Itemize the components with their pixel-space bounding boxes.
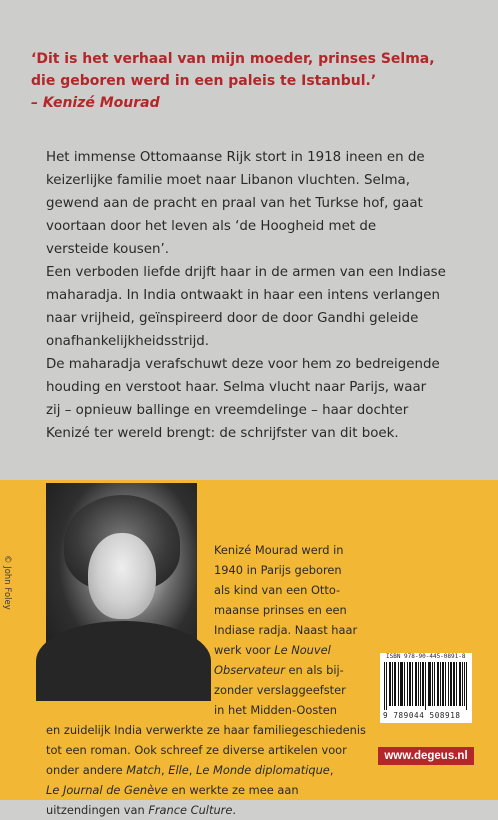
barcode-bar [443, 662, 444, 706]
barcode-bar [445, 662, 446, 706]
bio-line: in het Midden-Oosten [214, 703, 337, 717]
barcode-bar [440, 662, 441, 706]
bio-text: uitzendingen van [46, 803, 149, 817]
barcode-bar [430, 662, 431, 706]
blurb-line: naar vrijheid, geïnspireerd door de door Gandhi geleide [46, 311, 419, 326]
bio-line [46, 640, 396, 660]
barcode-bar [420, 662, 421, 706]
bio-italic: Le Monde diplomatique [196, 763, 330, 777]
barcode-bar [407, 662, 408, 706]
barcode-bar [432, 662, 433, 706]
barcode-bar [428, 662, 429, 706]
barcode-bar [454, 662, 455, 706]
barcode-bar [402, 662, 403, 706]
barcode-bar [462, 662, 463, 706]
blurb-line: houding en verstoot haar. Selma vlucht naar Parijs, waar [46, 380, 427, 395]
bio-text: en als bij- [284, 663, 344, 677]
bio-line [46, 660, 396, 680]
barcode-bar [386, 662, 387, 710]
barcode-bar [453, 662, 454, 706]
bio-line [46, 800, 396, 820]
blurb-line: Kenizé ter wereld brengt: de schrijfster van dit boek. [46, 426, 399, 441]
bio-line: 1940 in Parijs geboren [214, 563, 342, 577]
bio-italic: Observateur [214, 663, 285, 677]
barcode-bar [389, 662, 390, 706]
barcode-bar [410, 662, 411, 706]
barcode-bar [401, 662, 402, 706]
bio-text: , [188, 763, 197, 777]
bio-line: Kenizé Mourad werd in [214, 543, 344, 557]
blurb-line: zij – opnieuw ballinge en vreemdelinge – haar dochter [46, 403, 409, 418]
barcode-bar [429, 662, 430, 706]
bio-italic: Le Nouvel [274, 643, 331, 657]
barcode-bar [442, 662, 443, 706]
barcode-bar [398, 662, 399, 706]
barcode-bar [466, 662, 467, 710]
quote-line-2: die geboren werd in een paleis te Istanbul.’ [31, 73, 377, 89]
bio-line: en zuidelijk India verwerkte ze haar familiegeschiedenis [46, 723, 366, 737]
barcode-bar [460, 662, 461, 706]
barcode-bar [409, 662, 410, 706]
bio-text: . [232, 803, 236, 817]
blurb-line: gewend aan de pracht en praal van het Turkse hof, gaat [46, 196, 423, 211]
barcode-number: 9 789044 508918 [383, 711, 461, 720]
bio-italic: Elle [168, 763, 189, 777]
bio-text: , [161, 763, 169, 777]
bio-text: onder andere [46, 763, 127, 777]
blurb-line: onafhankelijkheidsstrijd. [46, 334, 210, 349]
barcode-bar [384, 662, 385, 710]
bio-line: zonder verslaggeefster [214, 683, 346, 697]
barcode-bar [416, 662, 417, 706]
barcode-bar [404, 662, 405, 706]
barcode-bar [423, 662, 424, 706]
barcode-bar [434, 662, 435, 706]
isbn-label: ISBN 978-90-445-0891-8 [386, 653, 466, 660]
barcode-bar [422, 662, 423, 706]
blurb-line: keizerlijke familie moet naar Libanon vluchten. Selma, [46, 173, 410, 188]
quote-line-1: ‘Dit is het verhaal van mijn moeder, prinses Selma, [31, 51, 435, 67]
barcode-bar [400, 662, 401, 706]
barcode-bars [384, 662, 468, 710]
bio-line [46, 760, 396, 780]
barcode-bar [390, 662, 391, 706]
barcode-bar [395, 662, 396, 706]
barcode-bar [464, 662, 465, 706]
barcode-bar [425, 662, 426, 710]
barcode-bar [392, 662, 393, 706]
quote-author: – Kenizé Mourad [31, 95, 160, 111]
barcode-bar [415, 662, 416, 706]
blurb-line: versteide kousen’. [46, 242, 170, 257]
bio-italic: Match [126, 763, 161, 777]
bio-italic: France Culture [148, 803, 233, 817]
barcode-bar [394, 662, 395, 706]
bio-italic: Le Journal de Genève [46, 783, 168, 797]
blurb-line: maharadja. In India ontwaakt in haar een intens verlangen [46, 288, 441, 303]
bio-line: als kind van een Otto- [214, 583, 341, 597]
barcode-bar [412, 662, 413, 706]
bio-text: en werkte ze mee aan [167, 783, 299, 797]
pull-quote [31, 48, 471, 114]
isbn-barcode [380, 653, 472, 723]
publisher-website: www.degeus.nl [378, 747, 474, 765]
bio-line [46, 780, 396, 800]
barcode-bar [437, 662, 438, 706]
bio-text: werk voor [214, 643, 275, 657]
barcode-bar [451, 662, 452, 706]
bio-text: , [329, 763, 334, 777]
barcode-bar [438, 662, 439, 706]
bio-line: Indiase radja. Naast haar [214, 623, 358, 637]
blurb-line: De maharadja verafschuwt deze voor hem zo bedreigende [46, 357, 440, 372]
blurb-line: voortaan door het leven als ‘de Hoogheid met de [46, 219, 377, 234]
barcode-bar [459, 662, 460, 706]
blurb-line: Een verboden liefde drijft haar in de armen van een Indiase [46, 265, 446, 280]
author-bio [46, 540, 396, 820]
blurb-line: Het immense Ottomaanse Rijk stort in 1918 ineen en de [46, 150, 425, 165]
blurb-text [46, 146, 466, 445]
barcode-bar [448, 662, 449, 706]
barcode-bar [456, 662, 457, 706]
bio-line: maanse prinses en een [214, 603, 347, 617]
barcode-bar [418, 662, 419, 706]
bio-line: tot een roman. Ook schreef ze diverse artikelen voor [46, 743, 347, 757]
barcode-bar [450, 662, 451, 706]
photo-credit: © John Foley [2, 555, 12, 610]
